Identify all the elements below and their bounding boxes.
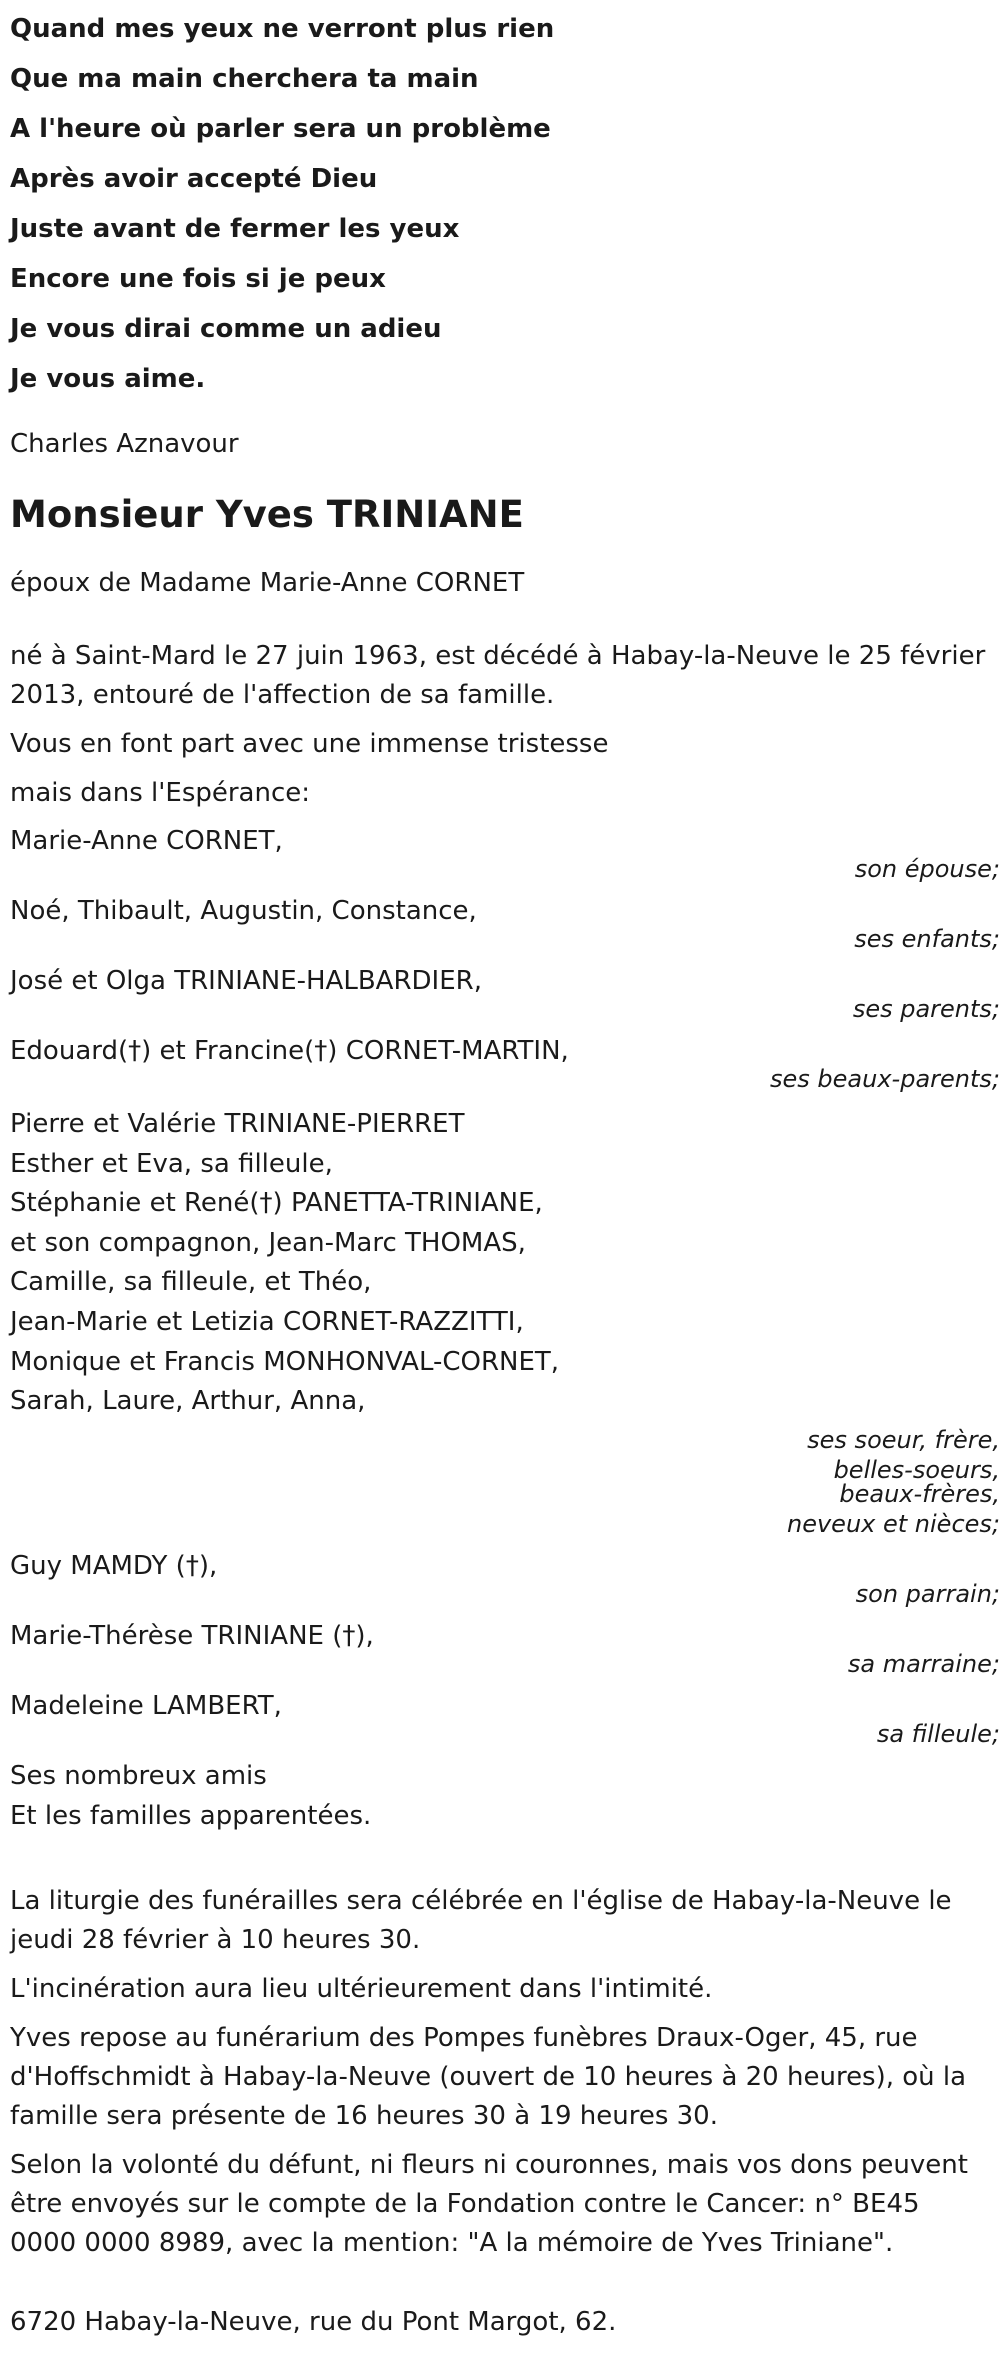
family-name: Guy MAMDY (†),: [10, 1550, 218, 1581]
relatives-line: Et les familles apparentées.: [10, 1800, 372, 1831]
family-name: José et Olga TRINIANE-HALBARDIER,: [10, 966, 482, 996]
family-relation: ses parents;: [852, 995, 1000, 1023]
family-name: Edouard(†) et Francine(†) CORNET-MARTIN,: [10, 1036, 569, 1066]
announcement-line: mais dans l'Espérance:: [10, 778, 311, 808]
family-name: Pierre et Valérie TRINIANE-PIERRET: [10, 1109, 465, 1139]
family-name: Sarah, Laure, Arthur, Anna,: [10, 1386, 366, 1417]
friends-line: Ses nombreux amis: [10, 1760, 267, 1791]
family-relation: belles-soeurs,: [833, 1455, 1000, 1484]
address-line: 6720 Habay-la-Neuve, rue du Pont Margot, 62.: [10, 2306, 617, 2337]
poem: [10, 4, 990, 404]
poem-line: Encore une fois si je peux: [10, 264, 386, 294]
family-name: Esther et Eva, sa filleule,: [10, 1148, 333, 1179]
obituary-page: [0, 4, 1000, 2342]
family-relation: son parrain;: [855, 1579, 1000, 1608]
family-name: Stéphanie et René(†) PANETTA-TRINIANE,: [10, 1188, 543, 1219]
family-name: Jean-Marie et Letizia CORNET-RAZZITTI,: [10, 1306, 524, 1337]
family-relation: ses beaux-parents;: [770, 1065, 1000, 1093]
siblings-list: [10, 1105, 990, 1422]
family-name: Monique et Francis MONHONVAL-CORNET,: [10, 1346, 560, 1377]
poem-line: Après avoir accepté Dieu: [10, 164, 378, 194]
birth-death-text: né à Saint-Mard le 27 juin 1963, est décédé à Habay-la-Neuve le 25 février 2013, entouré de l'affection de sa famille.: [10, 641, 986, 710]
donations-text: Selon la volonté du défunt, ni fleurs ni couronnes, mais vos dons peuvent être envoyés sur le compte de la Fondation contre le Cancer: n° BE45 0000 0000 8989, avec la mention: "A la mémoire de Yves Triniane".: [10, 2149, 968, 2258]
spouse-line: époux de Madame Marie-Anne CORNET: [10, 568, 525, 598]
announcement-line: Vous en font part avec une immense tristesse: [10, 729, 609, 759]
poem-line: A l'heure où parler sera un problème: [10, 114, 551, 144]
cremation-text: L'incinération aura lieu ultérieurement dans l'intimité.: [10, 1973, 713, 2004]
poem-line: Quand mes yeux ne verront plus rien: [10, 14, 555, 44]
poem-line: Je vous aime.: [10, 364, 206, 394]
poem-line: Juste avant de fermer les yeux: [10, 214, 460, 244]
family-relation: ses soeur, frère,: [807, 1425, 1000, 1454]
family-relation: ses enfants;: [854, 925, 1000, 953]
family-name: Camille, sa filleule, et Théo,: [10, 1267, 372, 1298]
family-relation: neveux et nièces;: [787, 1509, 1000, 1538]
deceased-name: Monsieur Yves TRINIANE: [10, 493, 524, 536]
family-relation: sa filleule;: [876, 1719, 1000, 1748]
family-name: Madeleine LAMBERT,: [10, 1690, 282, 1721]
poem-line: Que ma main cherchera ta main: [10, 64, 479, 94]
siblings-relation: [10, 1425, 1000, 1538]
family-relation: son épouse;: [854, 855, 1000, 883]
family-name: Marie-Anne CORNET,: [10, 826, 283, 856]
funeral-home-text: Yves repose au funérarium des Pompes funèbres Draux-Oger, 45, rue d'Hoffschmidt à Habay-la-Neuve (ouvert de 10 heures à 20 heures), où la famille sera présente de 16 heures 30 à 19 heures 30.: [10, 2022, 967, 2131]
liturgy-text: La liturgie des funérailles sera célébrée en l'église de Habay-la-Neuve le jeudi 28 février à 10 heures 30.: [10, 1885, 952, 1955]
poem-author: Charles Aznavour: [10, 429, 239, 459]
family-list: [10, 821, 1000, 1836]
family-name: Noé, Thibault, Augustin, Constance,: [10, 896, 477, 926]
family-relation: beaux-frères,: [839, 1479, 1000, 1508]
poem-line: Je vous dirai comme un adieu: [10, 314, 442, 344]
family-name: Marie-Thérèse TRINIANE (†),: [10, 1620, 374, 1651]
family-relation: sa marraine;: [847, 1649, 1000, 1678]
family-name: et son compagnon, Jean-Marc THOMAS,: [10, 1227, 526, 1258]
